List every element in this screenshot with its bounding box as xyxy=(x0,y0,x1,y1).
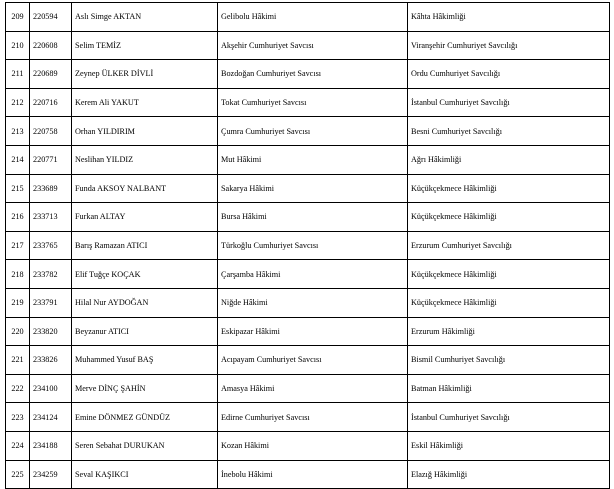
registry-number: 234259 xyxy=(30,460,72,489)
appointments-table-body xyxy=(6,3,610,489)
row-number: 224 xyxy=(6,431,30,460)
current-post: Çumra Cumhuriyet Savcısı xyxy=(218,117,408,146)
current-post: Türkoğlu Cumhuriyet Savcısı xyxy=(218,231,408,260)
new-post: Küçükçekmece Hâkimliği xyxy=(408,203,610,232)
person-name: Merve DİNÇ ŞAHİN xyxy=(72,374,218,403)
row-number: 211 xyxy=(6,60,30,89)
person-name: Elif Tuğçe KOÇAK xyxy=(72,260,218,289)
registry-number: 220689 xyxy=(30,60,72,89)
current-post: Amasya Hâkimi xyxy=(218,374,408,403)
new-post: Besni Cumhuriyet Savcılığı xyxy=(408,117,610,146)
registry-number: 233765 xyxy=(30,231,72,260)
table-row xyxy=(6,460,610,489)
registry-number: 234124 xyxy=(30,403,72,432)
person-name: Furkan ALTAY xyxy=(72,203,218,232)
table-row xyxy=(6,117,610,146)
registry-number: 233782 xyxy=(30,260,72,289)
new-post: Erzurum Hâkimliği xyxy=(408,317,610,346)
row-number: 212 xyxy=(6,88,30,117)
current-post: Akşehir Cumhuriyet Savcısı xyxy=(218,31,408,60)
new-post: Küçükçekmece Hâkimliği xyxy=(408,288,610,317)
table-row xyxy=(6,145,610,174)
row-number: 219 xyxy=(6,288,30,317)
current-post: Edirne Cumhuriyet Savcısı xyxy=(218,403,408,432)
row-number: 215 xyxy=(6,174,30,203)
person-name: Zeynep ÜLKER DİVLİ xyxy=(72,60,218,89)
table-row xyxy=(6,3,610,32)
current-post: Gelibolu Hâkimi xyxy=(218,3,408,32)
row-number: 218 xyxy=(6,260,30,289)
table-row xyxy=(6,288,610,317)
table-row xyxy=(6,203,610,232)
registry-number: 220771 xyxy=(30,145,72,174)
new-post: Erzurum Cumhuriyet Savcılığı xyxy=(408,231,610,260)
current-post: Bursa Hâkimi xyxy=(218,203,408,232)
person-name: Hilal Nur AYDOĞAN xyxy=(72,288,218,317)
row-number: 216 xyxy=(6,203,30,232)
table-row xyxy=(6,260,610,289)
row-number: 210 xyxy=(6,31,30,60)
person-name: Funda AKSOY NALBANT xyxy=(72,174,218,203)
registry-number: 234100 xyxy=(30,374,72,403)
table-row xyxy=(6,346,610,375)
new-post: İstanbul Cumhuriyet Savcılığı xyxy=(408,403,610,432)
row-number: 217 xyxy=(6,231,30,260)
new-post: Elazığ Hâkimliği xyxy=(408,460,610,489)
person-name: Barış Ramazan ATICI xyxy=(72,231,218,260)
registry-number: 233791 xyxy=(30,288,72,317)
current-post: Eskipazar Hâkimi xyxy=(218,317,408,346)
current-post: Niğde Hâkimi xyxy=(218,288,408,317)
current-post: Kozan Hâkimi xyxy=(218,431,408,460)
person-name: Orhan YILDIRIM xyxy=(72,117,218,146)
current-post: Bozdoğan Cumhuriyet Savcısı xyxy=(218,60,408,89)
document-page xyxy=(0,2,614,479)
new-post: Küçükçekmece Hâkimliği xyxy=(408,260,610,289)
registry-number: 233713 xyxy=(30,203,72,232)
current-post: Mut Hâkimi xyxy=(218,145,408,174)
registry-number: 233820 xyxy=(30,317,72,346)
person-name: Neslihan YILDIZ xyxy=(72,145,218,174)
current-post: İnebolu Hâkimi xyxy=(218,460,408,489)
table-row xyxy=(6,88,610,117)
new-post: Batman Hâkimliği xyxy=(408,374,610,403)
new-post: Ordu Cumhuriyet Savcılığı xyxy=(408,60,610,89)
person-name: Emine DÖNMEZ GÜNDÜZ xyxy=(72,403,218,432)
row-number: 223 xyxy=(6,403,30,432)
table-row xyxy=(6,403,610,432)
appointments-table xyxy=(5,2,610,489)
row-number: 209 xyxy=(6,3,30,32)
current-post: Çarşamba Hâkimi xyxy=(218,260,408,289)
registry-number: 220716 xyxy=(30,88,72,117)
row-number: 213 xyxy=(6,117,30,146)
new-post: Ağrı Hâkimliği xyxy=(408,145,610,174)
new-post: Viranşehir Cumhuriyet Savcılığı xyxy=(408,31,610,60)
registry-number: 220594 xyxy=(30,3,72,32)
person-name: Beyzanur ATICI xyxy=(72,317,218,346)
table-row xyxy=(6,431,610,460)
row-number: 220 xyxy=(6,317,30,346)
row-number: 221 xyxy=(6,346,30,375)
person-name: Selim TEMİZ xyxy=(72,31,218,60)
table-row xyxy=(6,374,610,403)
new-post: İstanbul Cumhuriyet Savcılığı xyxy=(408,88,610,117)
person-name: Aslı Simge AKTAN xyxy=(72,3,218,32)
current-post: Sakarya Hâkimi xyxy=(218,174,408,203)
row-number: 214 xyxy=(6,145,30,174)
table-row xyxy=(6,317,610,346)
table-row xyxy=(6,31,610,60)
registry-number: 233826 xyxy=(30,346,72,375)
current-post: Tokat Cumhuriyet Savcısı xyxy=(218,88,408,117)
new-post: Kâhta Hâkimliği xyxy=(408,3,610,32)
registry-number: 234188 xyxy=(30,431,72,460)
person-name: Muhammed Yusuf BAŞ xyxy=(72,346,218,375)
new-post: Eskil Hâkimliği xyxy=(408,431,610,460)
table-row xyxy=(6,174,610,203)
person-name: Seren Sebahat DURUKAN xyxy=(72,431,218,460)
person-name: Kerem Ali YAKUT xyxy=(72,88,218,117)
table-row xyxy=(6,60,610,89)
table-row xyxy=(6,231,610,260)
registry-number: 233689 xyxy=(30,174,72,203)
registry-number: 220758 xyxy=(30,117,72,146)
row-number: 222 xyxy=(6,374,30,403)
new-post: Bismil Cumhuriyet Savcılığı xyxy=(408,346,610,375)
new-post: Küçükçekmece Hâkimliği xyxy=(408,174,610,203)
person-name: Seval KAŞIKCI xyxy=(72,460,218,489)
registry-number: 220608 xyxy=(30,31,72,60)
row-number: 225 xyxy=(6,460,30,489)
current-post: Acıpayam Cumhuriyet Savcısı xyxy=(218,346,408,375)
